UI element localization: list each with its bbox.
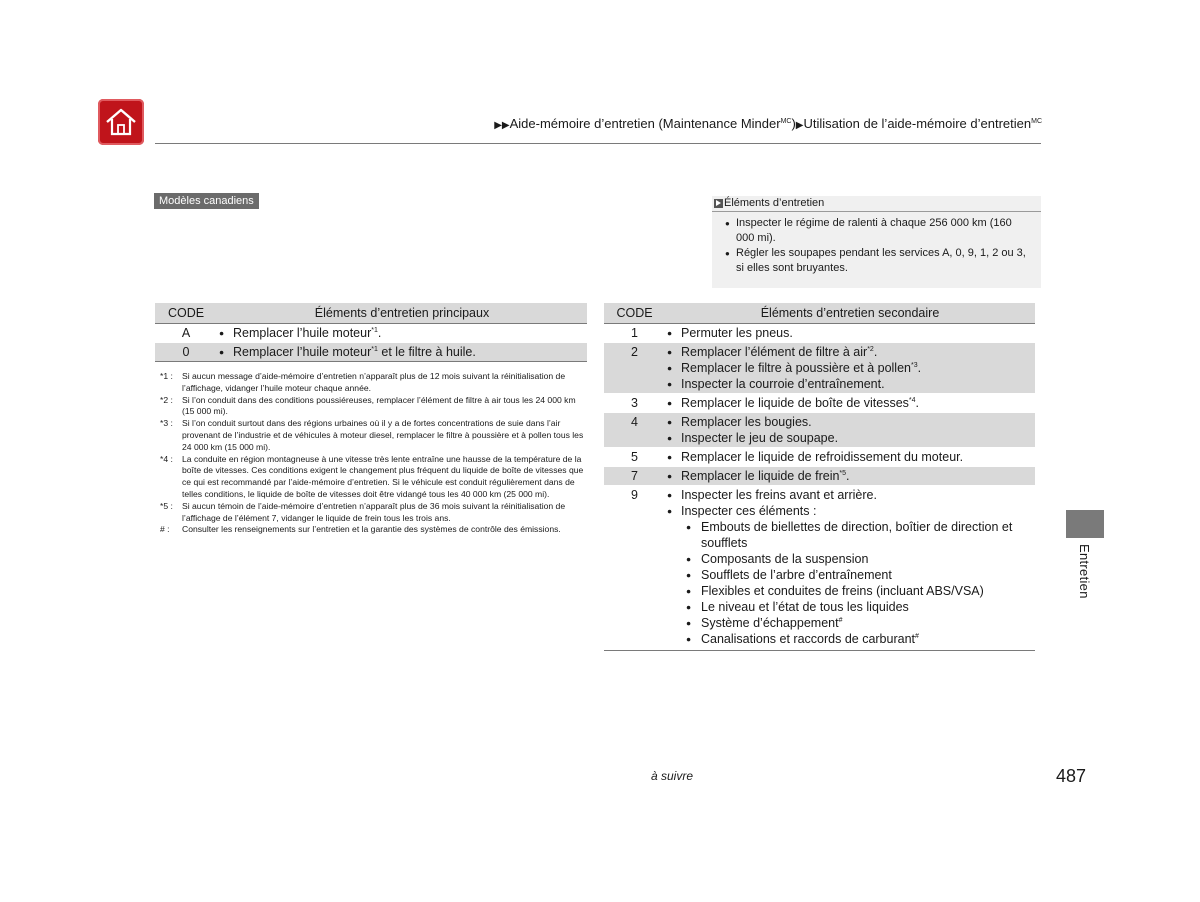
- note-item: ● Régler les soupapes pendant les services A, 0, 9, 1, 2 ou 3, si elles sont bruyantes.: [725, 246, 1026, 276]
- table-row: [155, 343, 587, 362]
- sub-list-item: ● Composants de la suspension: [686, 551, 1035, 567]
- home-button[interactable]: [98, 99, 144, 145]
- sub-list-item: ● Canalisations et raccords de carburant#: [686, 631, 1035, 647]
- list-item: ● Remplacer les bougies.: [667, 414, 1035, 430]
- row-code: 3: [604, 394, 665, 413]
- list-item: ● Inspecter le jeu de soupape.: [667, 430, 1035, 446]
- footnote: # : Consulter les renseignements sur l’entretien et la garantie des systèmes de contrôle des émissions.: [160, 524, 561, 535]
- list-item: ● Remplacer le liquide de refroidissement du moteur.: [667, 449, 1035, 465]
- list-item: ● Inspecter les freins avant et arrière.: [667, 487, 1035, 503]
- secondary-items-table: [604, 303, 1035, 651]
- chapter-tab[interactable]: [1066, 510, 1104, 538]
- column-header-items: Éléments d’entretien secondaire: [665, 303, 1035, 324]
- footnote: *4 : La conduite en région montagneuse à une vitesse très lente entraîne une hausse de la température de la boîte de vitesses. Ces conditions exigent le changement plus fréquent du liquide de boîte de vitesses que ce qui est recommandé par l’aide-mémoire d’entretien. Si le véhicule est conduit régulièrement dans de telles conditions, le liquide de boîte de vitesses doit être vidangé tous les 40 000 km (25 000 mi).: [160, 453, 584, 499]
- sub-list-item: ● Soufflets de l’arbre d’entraînement: [686, 567, 1035, 583]
- table-row: [604, 394, 1035, 413]
- table-row: [604, 467, 1035, 486]
- row-items: [665, 413, 1035, 448]
- column-header-code: CODE: [155, 303, 217, 324]
- table-row: [604, 324, 1035, 343]
- list-item: ● Remplacer l’élément de filtre à air$^{*2}$.: [667, 344, 1035, 360]
- header-divider: [155, 143, 1041, 144]
- trademark-sup: MC: [780, 118, 792, 125]
- row-code: 1: [604, 324, 665, 343]
- sub-list-item: ● Système d’échappement#: [686, 615, 1035, 631]
- row-items: [665, 343, 1035, 394]
- list-item: ● Inspecter ces éléments : ● Embouts de biellettes de direction, boîtier de direction et soufflets ● Composants de la suspension ● Soufflets de l’arbre d’entraînement ● Flexibles et conduites de freins (incluant ABS/VSA) ● Le niveau et l’état de tous les liquides ● Système d’échappement# ● Canalisations et raccords de carburant#: [667, 503, 1035, 647]
- note-item: ● Inspecter le régime de ralenti à chaque 256 000 km (160 000 mi).: [725, 216, 1026, 246]
- list-item: ● Inspecter la courroie d’entraînement.: [667, 376, 1035, 392]
- list-item: ● Remplacer l’huile moteur$^{*1}$ et le filtre à huile.: [219, 344, 587, 360]
- row-code: 4: [604, 413, 665, 448]
- breadcrumb-arrow-icon: ▶▶: [494, 120, 510, 131]
- row-items: [217, 324, 587, 343]
- table-row: [604, 343, 1035, 394]
- page-number: 487: [1056, 766, 1087, 786]
- notes-title: [712, 196, 1041, 212]
- list-item: ● Remplacer le filtre à poussière et à pollen$^{*3}$.: [667, 360, 1035, 376]
- breadcrumb-paren: ): [791, 116, 796, 131]
- breadcrumb-arrow-icon: ▶: [795, 120, 804, 131]
- list-item: ● Permuter les pneus.: [667, 325, 1035, 341]
- row-code: 0: [155, 343, 217, 362]
- sub-list: [681, 519, 1035, 647]
- row-items: [217, 343, 587, 362]
- sub-list-item: ● Flexibles et conduites de freins (incluant ABS/VSA): [686, 583, 1035, 599]
- footnote: *3 : Si l’on conduit surtout dans des régions urbaines où il y a de fortes concentrations de suie dans l’air provenant de l’industrie et de véhicules à moteur diesel, remplacer le filtre à poussière et à pollen tous les 24 000 km (15 000 mi).: [160, 418, 584, 452]
- table-row: [604, 486, 1035, 651]
- column-header-items: Éléments d’entretien principaux: [217, 303, 587, 324]
- list-item: ● Remplacer l’huile moteur$^{*1}$.: [219, 325, 587, 341]
- chapter-label: Entretien: [1077, 544, 1092, 599]
- footnotes: [160, 371, 587, 536]
- row-items: [665, 394, 1035, 413]
- notes-title-text: Éléments d’entretien: [724, 197, 825, 209]
- sub-list-item: ● Le niveau et l’état de tous les liquides: [686, 599, 1035, 615]
- list-item: ● Remplacer le liquide de boîte de vitesses$^{*4}$.: [667, 395, 1035, 411]
- main-items-table: [155, 303, 587, 362]
- notes-sidebar: [712, 196, 1041, 288]
- breadcrumb[interactable]: [494, 116, 1042, 131]
- row-items: [665, 324, 1035, 343]
- table-header: [604, 303, 1035, 324]
- region-badge: Modèles canadiens: [154, 193, 259, 209]
- footnote: *5 : Si aucun témoin de l’aide-mémoire d’entretien n’apparaît plus de 36 mois suivant la réinitialisation de l’affichage de l’élément 7, vidanger le liquide de frein tous les trois ans.: [160, 500, 566, 523]
- row-code: 5: [604, 448, 665, 467]
- list-item: ● Remplacer le liquide de frein$^{*5}$.: [667, 468, 1035, 484]
- table-header: [155, 303, 587, 324]
- notes-list: [712, 216, 1041, 276]
- trademark-sup: MC: [1031, 118, 1042, 125]
- footnote: *2 : Si l’on conduit dans des conditions poussiéreuses, remplacer l’élément de filtre à air tous les 24 000 km (15 000 mi).: [160, 394, 576, 417]
- table-row: [604, 448, 1035, 467]
- table-row: [604, 413, 1035, 448]
- sub-list-item: ● Embouts de biellettes de direction, boîtier de direction et soufflets: [686, 519, 1035, 551]
- breadcrumb-section: Aide-mémoire d’entretien (Maintenance Minder: [509, 116, 781, 131]
- footnote: *1 : Si aucun message d’aide-mémoire d’entretien n’apparaît plus de 12 mois suivant la réinitialisation de l’affichage, vidanger l’huile moteur chaque année.: [160, 371, 566, 393]
- breadcrumb-page: Utilisation de l’aide-mémoire d’entretien: [803, 116, 1032, 131]
- row-code: 9: [604, 486, 665, 651]
- row-items: [665, 448, 1035, 467]
- table-row: [155, 324, 587, 343]
- row-items: [665, 467, 1035, 486]
- reference-arrow-icon: [714, 199, 723, 208]
- row-code: 7: [604, 467, 665, 486]
- continued-label: à suivre: [651, 769, 694, 783]
- row-code: A: [155, 324, 217, 343]
- home-icon: [104, 107, 138, 137]
- row-code: 2: [604, 343, 665, 394]
- row-items: [665, 486, 1035, 651]
- column-header-code: CODE: [604, 303, 665, 324]
